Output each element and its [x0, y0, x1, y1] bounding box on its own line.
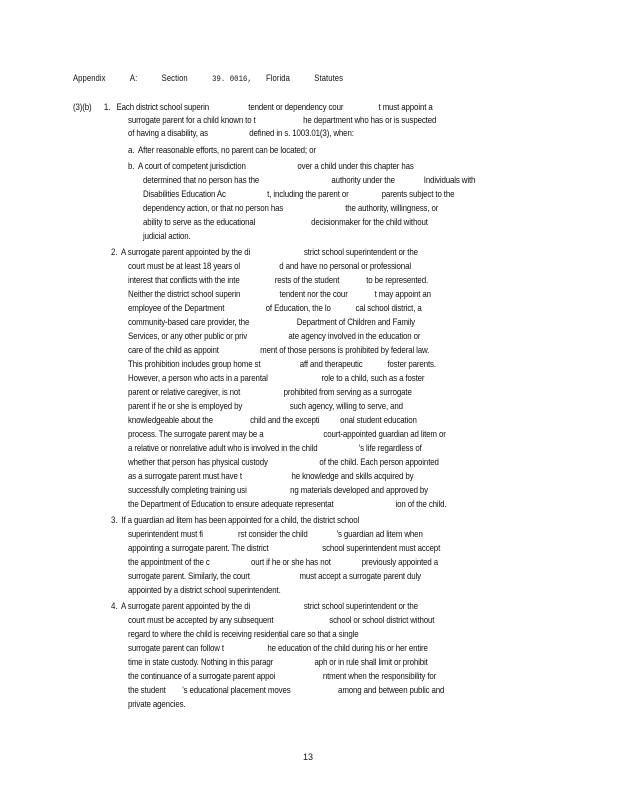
- heading-number: 39. 0016,: [212, 74, 252, 84]
- heading-statutes: Statutes: [314, 73, 344, 83]
- text-line: ability to serve as the educational decisionmaker for the child without: [143, 217, 428, 227]
- text-line: Disabilities Education Ac t, including the parent or parents subject to the: [143, 189, 455, 199]
- appendix-heading: [73, 73, 365, 84]
- text-line: surrogate parent can follow t he education of the child during his or her entire: [128, 643, 428, 653]
- text-line: parent if he or she is employed by such agency, willing to serve, and: [128, 401, 403, 411]
- page-number: 13: [303, 752, 314, 762]
- text-line: Services, or any other public or priv ate agency involved in the education or: [128, 331, 421, 341]
- text-line: the Department of Education to ensure adequate representat ion of the child.: [128, 499, 447, 509]
- text-line: 3. If a guardian ad litem has been appointed for a child, the district school: [111, 515, 360, 525]
- text-line: 4. A surrogate parent appointed by the di strict school superintendent or the: [111, 601, 418, 611]
- text-line: surrogate parent. Similarly, the court must accept a surrogate parent duly: [128, 571, 421, 581]
- text-line: the appointment of the c ourt if he or she has not previously appointed a: [128, 557, 439, 567]
- text-line: court must be at least 18 years ol d and have no personal or professional: [128, 261, 411, 271]
- text-line: appointed by a district school superintendent.: [128, 585, 281, 595]
- text-line: time in state custody. Nothing in this paragr aph or in rule shall limit or prohibit: [128, 657, 428, 667]
- text-line: (3)(b) 1. Each district school superin tendent or dependency cour t must appoint a: [73, 102, 433, 112]
- text-line: a relative or nonrelative adult who is involved in the child 's life regardless of: [128, 443, 422, 453]
- text-line: a. After reasonable efforts, no parent can be located; or: [128, 145, 316, 155]
- heading-section: Section: [161, 73, 188, 83]
- heading-a: A:: [129, 73, 138, 83]
- text-line: successfully completing training usi ng materials developed and approved by: [128, 485, 429, 495]
- text-line: b. A court of competent jurisdiction over a child under this chapter has: [128, 161, 414, 171]
- text-line: process. The surrogate parent may be a court-appointed guardian ad litem or: [128, 429, 446, 439]
- text-line: parent or relative caregiver, is not prohibited from serving as a surrogate: [128, 387, 412, 397]
- heading-florida: Florida: [265, 73, 290, 83]
- text-line: appointing a surrogate parent. The district school superintendent must accept: [128, 543, 441, 553]
- text-line: as a surrogate parent must have t he knowledge and skills acquired by: [128, 471, 414, 481]
- text-line: of having a disability, as defined in s. 1003.01(3), when:: [128, 128, 354, 138]
- text-line: This prohibition includes group home st aff and therapeutic foster parents.: [128, 359, 436, 369]
- text-line: determined that no person has the authority under the Individuals with: [143, 175, 476, 185]
- text-line: the student 's educational placement moves among and between public and: [128, 685, 445, 695]
- text-line: superintendent must fi rst consider the child 's guardian ad litem when: [128, 529, 423, 539]
- text-line: However, a person who acts in a parental role to a child, such as a foster: [128, 373, 425, 383]
- text-line: surrogate parent for a child known to t he department who has or is suspected: [128, 115, 437, 125]
- text-line: regard to where the child is receiving residential care so that a single: [128, 629, 359, 639]
- text-line: dependency action, or that no person has the authority, willingness, or: [143, 203, 439, 213]
- text-line: interest that conflicts with the inte rests of the student to be represented.: [128, 275, 429, 285]
- text-line: court must be accepted by any subsequent school or school district without: [128, 615, 435, 625]
- text-line: Neither the district school superin tendent nor the cour t may appoint an: [128, 289, 431, 299]
- text-line: employee of the Department of Education, the lo cal school district, a: [128, 303, 422, 313]
- text-line: the continuance of a surrogate parent appoi ntment when the responsibility for: [128, 671, 437, 681]
- text-line: knowledgeable about the child and the excepti onal student education: [128, 415, 417, 425]
- text-line: 2. A surrogate parent appointed by the di strict school superintendent or the: [111, 247, 418, 257]
- text-line: whether that person has physical custody of the child. Each person appointed: [128, 457, 439, 467]
- text-line: care of the child as appoint ment of those persons is prohibited by federal law.: [128, 345, 430, 355]
- text-line: community-based care provider, the Department of Children and Family: [128, 317, 416, 327]
- text-line: judicial action.: [143, 231, 191, 241]
- text-line: private agencies.: [128, 699, 186, 709]
- heading-appendix: Appendix: [73, 73, 106, 83]
